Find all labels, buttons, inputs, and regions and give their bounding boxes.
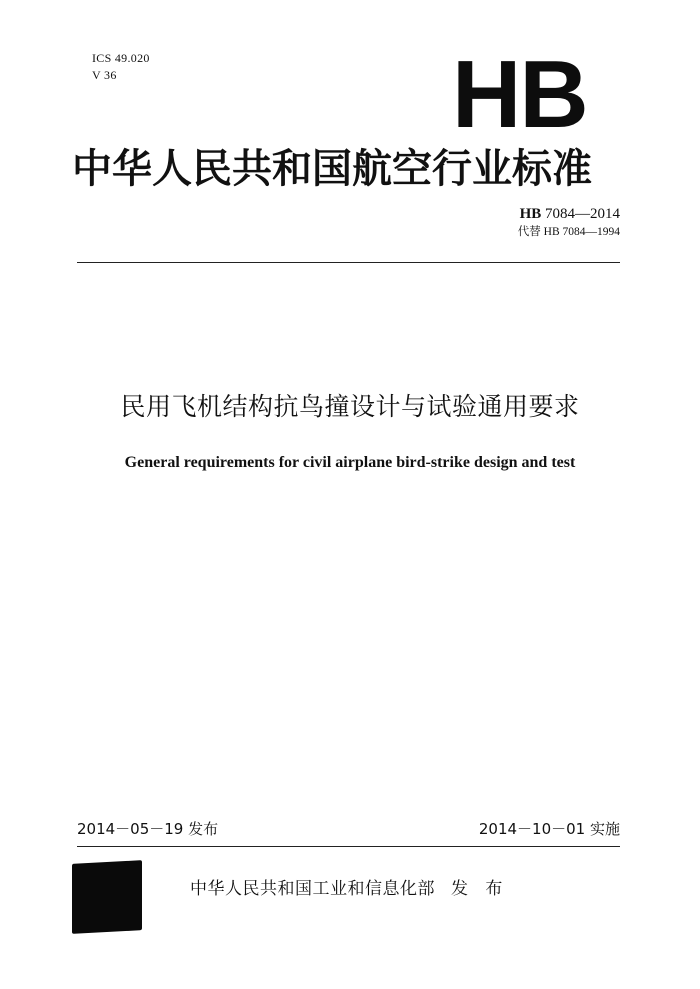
- ics-code: ICS 49.020: [92, 51, 150, 65]
- standard-category-title: 中华人民共和国航空行业标准: [72, 146, 592, 192]
- standard-number: [470, 205, 620, 223]
- top-divider: [77, 262, 620, 263]
- publisher-line: [190, 877, 508, 901]
- document-title-english: General requirements for civil airplane bird-strike design and test: [124, 454, 576, 471]
- hb-logo: HB: [452, 58, 587, 132]
- publish-word: 发 布: [451, 879, 509, 899]
- implementation-date: 2014－10－01 实施: [478, 820, 620, 838]
- document-title-chinese: 民用飞机结构抗鸟撞设计与试验通用要求: [120, 392, 580, 421]
- seal-stamp-mark: [72, 860, 142, 934]
- publisher-name: 中华人民共和国工业和信息化部: [190, 879, 435, 899]
- standard-prefix: HB: [519, 206, 542, 222]
- bottom-divider: [77, 846, 620, 847]
- ccs-code: V 36: [92, 68, 117, 82]
- standard-code: 7084—2014: [545, 206, 620, 222]
- classification-codes: [92, 50, 150, 84]
- replaces-standard: 代替 HB 7084—1994: [517, 226, 620, 238]
- issue-date: 2014－05－19 发布: [77, 820, 219, 838]
